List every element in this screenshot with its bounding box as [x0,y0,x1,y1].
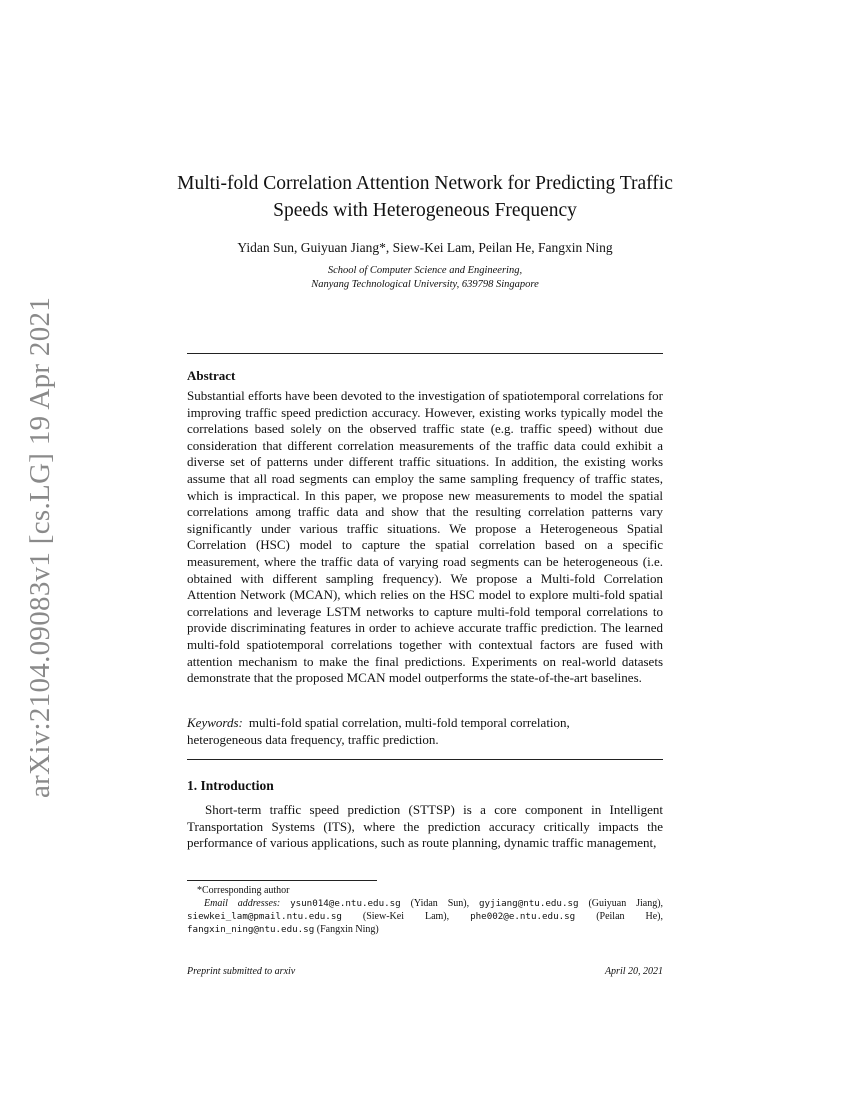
affiliation-line-1: School of Computer Science and Engineering, [327,265,523,276]
keywords-line-1: multi-fold spatial correlation, multi-fold temporal correlation, [248,715,570,730]
paper-title: Multi-fold Correlation Attention Network for Predicting Traffic Speeds with Heterogeneous Frequency [177,173,673,221]
introduction-heading: 1. Introduction [187,778,274,793]
keywords-line-2: heterogeneous data frequency, traffic prediction. [187,731,439,747]
footnotes [187,884,663,936]
keywords [187,715,663,748]
abstract-bottom-rule [187,759,663,760]
arxiv-identifier-stamp: arXiv:2104.09083v1 [cs.LG] 19 Apr 2021 [24,296,56,798]
email-address[interactable]: phe002@e.ntu.edu.sg [470,911,576,922]
email-address[interactable]: gyjiang@ntu.edu.sg [478,898,579,909]
email-owner: (Peilan He), [596,911,663,922]
affiliation [150,264,700,292]
email-owner: (Guiyuan Jiang), [588,898,664,909]
author-list: Yidan Sun, Guiyuan Jiang*, Siew-Kei Lam, Peilan He, Fangxin Ning [237,240,613,255]
footnote-rule [187,880,377,881]
email-address[interactable]: fangxin_ning@ntu.edu.sg [187,924,315,935]
abstract-heading: Abstract [187,368,236,383]
abstract-top-rule [187,353,663,354]
email-label: Email addresses: [204,898,281,909]
email-owner: (Siew-Kei Lam), [362,911,450,922]
email-address[interactable]: siewkei_lam@pmail.ntu.edu.sg [187,911,342,922]
preprint-date: April 20, 2021 [604,966,663,977]
email-owner: (Fangxin Ning) [316,924,379,935]
introduction-text: Short-term traffic speed prediction (STTSP) is a core component in Intelligent Transportation Systems (ITS), where the prediction accuracy critically impacts the performance of various applications, such as route planning, dynamic traffic management, [187,802,663,851]
email-addresses [187,897,663,936]
abstract-text: Substantial efforts have been devoted to the investigation of spatiotemporal correlations for improving traffic speed prediction accuracy. However, existing works typically model the correlations based solely on the observed traffic state (e.g. traffic speed) without due consideration that different correlation measurements of the traffic data could exhibit a diverse set of patterns under different traffic situations. In addition, the existing works assume that all road segments can employ the same sampling frequency of traffic states, which is impractical. In this paper, we propose new measurements to model the spatial correlations among traffic data and show that the resulting correlation patterns vary significantly under various traffic situations. We propose a Heterogeneous Spatial Correlation (HSC) model to capture the spatial correlation based on a specific measurement, where the traffic data of varying road segments can be heterogeneous (i.e. obtained with different sampling frequency). We propose a Multi-fold Correlation Attention Network (MCAN), which relies on the HSC model to explore multi-fold spatial correlations and leverage LSTM networks to capture multi-fold temporal correlations to provide discriminating features in order to achieve accurate traffic prediction. The learned multi-fold spatiotemporal correlations together with contextual factors are fused with attention mechanism to make the final predictions. Experiments on real-world datasets demonstrate that the proposed MCAN model outperforms the state-of-the-art baselines. [187,388,663,686]
corresponding-author-note: *Corresponding author [197,885,290,896]
email-address[interactable]: ysun014@e.ntu.edu.sg [290,898,401,909]
preprint-note: Preprint submitted to arxiv [187,966,296,977]
keywords-label: Keywords: [187,715,243,730]
email-owner: (Yidan Sun), [410,898,470,909]
affiliation-line-2: Nanyang Technological University, 639798 Singapore [311,279,539,290]
